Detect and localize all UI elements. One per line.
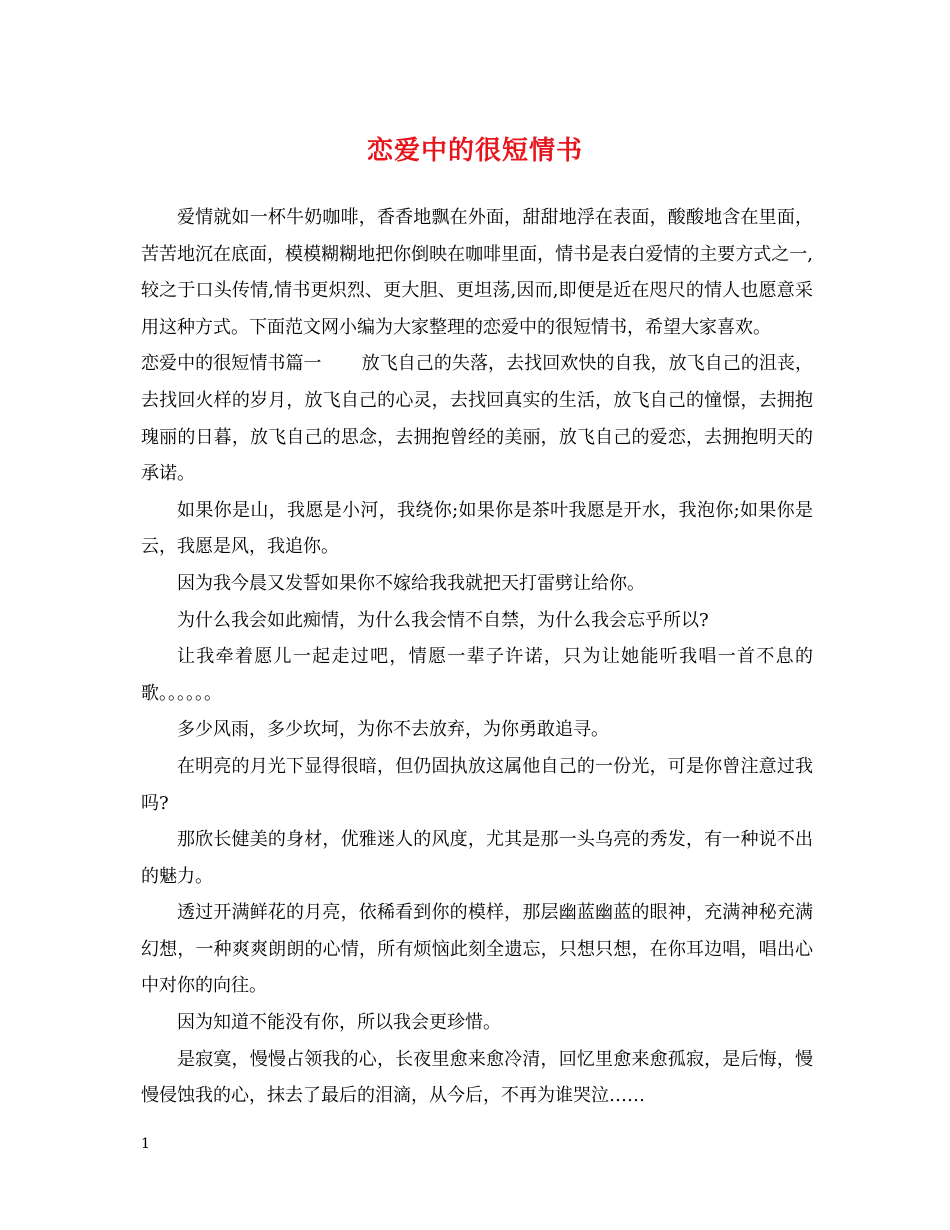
page-number: 1 [141,1136,150,1152]
body-paragraph: 在明亮的月光下显得很暗，但仍固执放这属他自己的一份光，可是你曾注意过我吗? [141,755,813,814]
body-paragraph: 多少风雨，多少坎坷，为你不去放弃，为你勇敢追寻。 [177,719,609,741]
section-first-text: 放飞自己的失落，去找回欢快的自我，放飞自己的沮丧，去找回火样的岁月，放飞自己的心灵，去找回真实的生活，放飞自己的憧憬，去拥抱瑰丽的日暮，放飞自己的思念，去拥抱曾经的美丽，放飞自己的爱恋，去拥抱明天的承诺。 [141,353,814,485]
body-paragraph: 因为我今晨又发誓如果你不嫁给我我就把天打雷劈让给你。 [177,572,645,594]
body-paragraph: 是寂寞，慢慢占领我的心，长夜里愈来愈冷清，回忆里愈来愈孤寂，是后悔，慢慢侵蚀我的心，抹去了最后的泪滴，从今后，不再为谁哭泣…… [141,1048,813,1107]
document-body [141,200,813,1115]
body-paragraph: 那欣长健美的身材，优雅迷人的风度，尤其是那一头乌亮的秀发，有一种说不出的魅力。 [141,829,813,887]
body-paragraph: 透过开满鲜花的月亮，依稀看到你的模样，那层幽蓝幽蓝的眼神，充满神秘充满幻想，一种爽爽朗朗的心情，所有烦恼此刻全遗忘，只想只想，在你耳边唱，唱出心中对你的向往。 [141,902,813,997]
section-first-paragraph [141,346,813,492]
section-heading: 恋爱中的很短情书篇一 [141,353,322,375]
body-paragraph: 因为知道不能没有你，所以我会更珍惜。 [177,1012,501,1034]
body-paragraph: 如果你是山，我愿是小河，我绕你;如果你是茶叶我愿是开水，我泡你;如果你是云，我愿是风，我追你。 [141,499,813,558]
document-title: 恋爱中的很短情书 [366,136,583,166]
body-paragraph: 让我牵着愿儿一起走过吧，情愿一辈子许诺，只为让她能听我唱一首不息的歌。。。。。。 [141,646,813,704]
body-paragraph: 为什么我会如此痴情，为什么我会情不自禁，为什么我会忘乎所以? [177,609,709,631]
intro-paragraph: 爱情就如一杯牛奶咖啡，香香地飘在外面，甜甜地浮在表面，酸酸地含在里面，苦苦地沉在底面，模模糊糊地把你倒映在咖啡里面，情书是表白爱情的主要方式之一,较之于口头传情,情书更炽烈、更大胆、更坦荡,因而,即便是近在咫尺的情人也愿意采用这种方式。下面范文网小编为大家整理的恋爱中的很短情书，希望大家喜欢。 [141,207,813,338]
